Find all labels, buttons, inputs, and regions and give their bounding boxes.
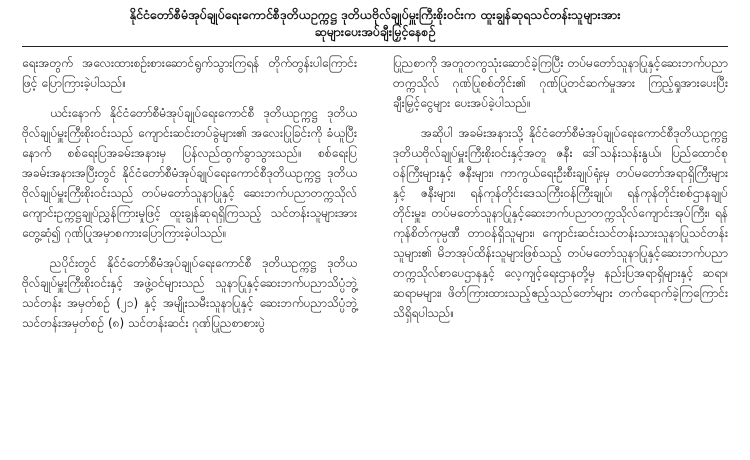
caption-line-2: ဆုများပေးအပ်ချီးမြှင့်နေစဉ်: [314, 24, 436, 39]
right-paragraph-2: အဆိုပါ အခမ်းအနားသို့ နိုင်ငံတော်စီမံအုပ်ချုပ်ရေးကောင်စီဒုတိယဥက္ကဋ္ဌ ဒုတိယဗိုလ်ချုပ်မှူးကြီးစိုးဝင်းနှင့်အတူ ဇနီး ဒေါ်သန်းသန်းနွယ်၊ ပြည်ထောင်စုဝန်ကြီးများနှင့် ဇနီးများ၊ ကာကွယ်ရေးဦးစီးချုပ်ရုံးမှ တပ်မတော်အရာရှိကြီးများနှင့် ဇနီးများ၊ ရန်ကုန်တိုင်းဒေသကြီးဝန်ကြီးချုပ်၊ ရန်ကုန်တိုင်းစစ်ဌာနချုပ် တိုင်းမှူး၊ တပ်မတော်သူနာပြုနှင့်ဆေးဘက်ပညာတက္ကသိုလ်ကျောင်းအုပ်ကြီး၊ ရန်ကုန်စိတ်ကုမ္ပဏီ တာဝန်ရှိသူများ၊ ကျောင်းဆင်းသင်တန်းသားသူနာပြုသင်တန်းသူများ၏ မိဘအုပ်ထိန်းသူများဖြစ်သည့် တပ်မတော်သူနာပြုနှင့်ဆေးဘက်ပညာတက္ကသိုလ်စာပေဌာနနှင့် လေ့ကျင့်ရေးဌာနတို့မှ နည်းပြအရာရှိများနှင့် ဆရာ၊ ဆရာမများ၊ ဖိတ်ကြားထားသည့်ဧည့်သည်တော်များ တက်ရောက်ခဲ့ကြကြောင်း သိရှိရပါသည်။: [393, 126, 728, 320]
right-column: [393, 53, 728, 343]
left-column: [22, 53, 357, 343]
left-paragraph-3: ညပိုင်းတွင် နိုင်ငံတော်စီမံအုပ်ချုပ်ရေးကောင်စီ ဒုတိယဥက္ကဋ္ဌ ဒုတိယဗိုလ်ချုပ်မှူးကြီးစိုးဝင်းနှင့် အဖွဲ့ဝင်များသည် သူနာပြုနှင့်ဆေးဘက်ပညာသိပ္ပံဘွဲ့သင်တန်း အမှတ်စဉ် (၂၁) နှင့် အမျိုးသမီးသူနာပြုနှင့် ဆေးဘက်ပညာသိပ္ပံဘွဲ့ သင်တန်းအမှတ်စဉ် (၈) သင်တန်းဆင်း ဂုဏ်ပြုညစာစားပွဲ: [22, 256, 357, 330]
photo-caption: [22, 6, 728, 40]
caption-line-1: နိုင်ငံတော်စီမံအုပ်ချုပ်ရေးကောင်စီဒုတိယဥက္ကဋ္ဌ ဒုတိယဗိုလ်ချုပ်မှူးကြီးစိုးဝင်းက ထူးချွန်ဆုရသင်တန်းသူများအား: [129, 7, 621, 22]
caption-divider: [22, 46, 728, 47]
article-body: [22, 53, 728, 343]
right-paragraph-1: ပြုညစာကို အတူတကွသုံးဆောင်ခဲ့ကြပြီး တပ်မတော်သူနာပြုနှင့်ဆေးဘက်ပညာတက္ကသိုလ် ဂုဏ်ပြုစစ်တိုင်း၏ ဂုဏ်ပြုတင်ဆက်မှုအား ကြည့်ရှုအားပေးပြီး ချီးမြှင့်ငွေများ ပေးအပ်ခဲ့ပါသည်။: [393, 56, 728, 110]
left-paragraph-1: ရေးအတွက် အလေးထားစဉ်းစားဆောင်ရွက်သွားကြရန် တိုက်တွန်းပါကြောင်းဖြင့် ပြောကြားခဲ့ပါသည်။: [22, 56, 357, 90]
left-paragraph-2: ယင်းနောက် နိုင်ငံတော်စီမံအုပ်ချုပ်ရေးကောင်စီ ဒုတိယဥက္ကဋ္ဌ ဒုတိယဗိုလ်ချုပ်မှူးကြီးစိုးဝင်းသည် ကျောင်းဆင်းတပ်ခွဲများ၏ အလေးပြုခြင်းကို ခံယူပြီးနောက် စစ်ရေးပြအခမ်းအနားမှ ပြန်လည်ထွက်ခွာသွားသည်။ စစ်ရေးပြအခမ်းအနားအပြီးတွင် နိုင်ငံတော်စီမံအုပ်ချုပ်ရေးကောင်စီဒုတိယဥက္ကဋ္ဌ ဒုတိယဗိုလ်ချုပ်မှူးကြီးစိုးဝင်းသည် တပ်မတော်သူနာပြုနှင့် ဆေးဘက်ပညာတက္ကသိုလ်ကျောင်းဥက္ကဋ္ဌချုပ်ညွှန်ကြားမှုဖြင့် ထူးချွန်ဆုရရှိကြသည့် သင်တန်းသူများအား တွေ့ဆုံ၍ ဂုဏ်ပြုအမှာစကားပြောကြားခဲ့ပါသည်။: [22, 106, 357, 240]
